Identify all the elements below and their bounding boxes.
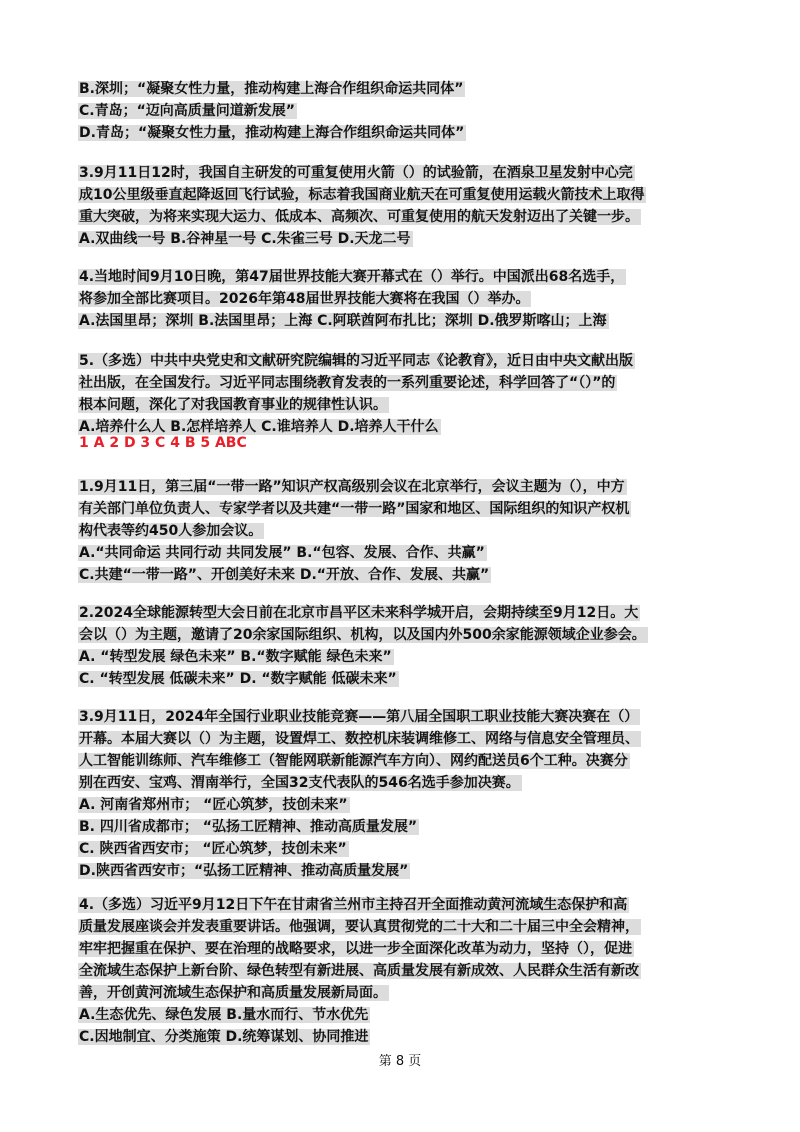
text-content: 有关部门单位负责人、专家学者以及共建“一带一路”国家和地区、国际组织的知识产权机 <box>79 501 630 517</box>
text-line <box>78 706 726 728</box>
text-line <box>78 78 726 100</box>
text-content: A.法国里昂；深圳 B.法国里昂；上海 C.阿联酋阿布扎比；深圳 D.俄罗斯喀山；上海 <box>79 313 607 329</box>
text-line <box>78 668 726 690</box>
text-content: 根本问题，深化了对我国教育事业的规律性认识。 <box>79 397 387 413</box>
text-line <box>78 162 726 184</box>
text-content: C. “转型发展 低碳未来” D. “数字赋能 低碳未来” <box>79 671 397 687</box>
text-line <box>78 894 726 916</box>
question-block-4 <box>78 350 726 438</box>
text-content: 将参加全部比赛项目。2026年第48届世界技能大赛将在我国（）举办。 <box>79 291 530 307</box>
text-line <box>78 372 726 394</box>
text-content: 开幕。本届大赛以（）为主题，设置焊工、数控机床装调维修工、网络与信息安全管理员、 <box>79 731 639 747</box>
text-line <box>78 916 726 938</box>
text-content: B.深圳；“凝聚女性力量，推动构建上海合作组织命运共同体” <box>79 81 464 97</box>
text-content: 重大突破，为将来实现大运力、低成本、高频次、可重复使用的航天发射迈出了关键一步。 <box>79 209 639 225</box>
text-content: A. “转型发展 绿色未来” B.“数字赋能 绿色未来” <box>79 649 392 665</box>
text-line <box>78 602 726 624</box>
text-line <box>78 310 726 332</box>
question-block-7 <box>78 706 726 882</box>
question-block-1 <box>78 78 726 144</box>
text-line <box>78 816 726 838</box>
text-line <box>78 288 726 310</box>
text-line <box>78 982 726 1004</box>
text-content: 人工智能训练师、汽车维修工（智能网联新能源汽车方向）、网约配送员6个工种。决赛分 <box>79 753 628 769</box>
text-content: A.双曲线一号 B.谷神星一号 C.朱雀三号 D.天龙二号 <box>79 231 411 247</box>
text-content: 4.（多选）习近平9月12日下午在甘肃省兰州市主持召开全面推动黄河流域生态保护和高 <box>79 897 628 913</box>
text-content: 3.9月11日，2024年全国行业职业技能竞赛——第八届全国职工职业技能大赛决赛在（） <box>79 709 639 725</box>
text-line <box>78 750 726 772</box>
text-content: 全流域生态保护上新台阶、绿色转型有新进展、高质量发展有新成效、人民群众生活有新改 <box>79 963 639 979</box>
text-line <box>78 266 726 288</box>
text-line <box>78 542 726 564</box>
text-content: 成10公里级垂直起降返回飞行试验，标志着我国商业航天在可重复使用运载火箭技术上取得 <box>79 187 645 203</box>
text-content: A.生态优先、绿色发展 B.量水而行、节水优先 <box>79 1007 369 1023</box>
text-content: 善，开创黄河流域生态保护和高质量发展新局面。 <box>79 985 387 1001</box>
text-content: 社出版，在全国发行。习近平同志围绕教育发表的一系列重要论述，科学回答了“（）”的 <box>79 375 616 391</box>
text-line <box>78 206 726 228</box>
text-content: 5.（多选）中共中央党史和文献研究院编辑的习近平同志《论教育》，近日由中央文献出版 <box>79 353 634 369</box>
question-block-5 <box>78 476 726 586</box>
text-content: B. 四川省成都市； “弘扬工匠精神、推动高质量发展” <box>79 819 418 835</box>
question-block-2 <box>78 162 726 250</box>
text-content: 构代表等约450人参加会议。 <box>79 523 263 539</box>
text-line <box>78 624 726 646</box>
text-line <box>78 520 726 542</box>
text-line <box>78 728 726 750</box>
text-line <box>78 1004 726 1026</box>
text-content: A.“共同命运 共同行动 共同发展” B.“包容、发展、合作、共赢” <box>79 545 485 561</box>
text-content: 别在西安、宝鸡、渭南举行，全国32支代表队的546名选手参加决赛。 <box>79 775 520 791</box>
text-content: D.陕西省西安市；“弘扬工匠精神、推动高质量发展” <box>79 863 409 879</box>
text-line <box>78 646 726 668</box>
text-line <box>78 122 726 144</box>
text-content: 3.9月11日12时，我国自主研发的可重复使用火箭（）的试验箭，在酒泉卫星发射中心完 <box>79 165 633 181</box>
text-line <box>78 498 726 520</box>
question-block-3 <box>78 266 726 332</box>
text-content: A.培养什么人 B.怎样培养人 C.谁培养人 D.培养人干什么 <box>79 419 439 435</box>
text-line <box>78 772 726 794</box>
text-content: C.因地制宜、分类施策 D.统筹谋划、协同推进 <box>79 1029 369 1045</box>
text-line <box>78 394 726 416</box>
text-content: D.青岛；“凝聚女性力量，推动构建上海合作组织命运共同体” <box>79 125 465 141</box>
text-line <box>78 960 726 982</box>
text-line <box>78 228 726 250</box>
text-content: 1.9月11日，第三届“一带一路”知识产权高级别会议在北京举行，会议主题为（），中方 <box>79 479 625 495</box>
text-content: 2.2024全球能源转型大会日前在北京市昌平区未来科学城开启，会期持续至9月12日。大 <box>79 605 639 621</box>
text-line <box>78 476 726 498</box>
text-line <box>78 1026 726 1048</box>
text-content: A. 河南省郑州市； “匠心筑梦，技创未来” <box>79 797 348 813</box>
text-content: C. 陕西省西安市； “匠心筑梦，技创未来” <box>79 841 347 857</box>
text-line <box>78 184 726 206</box>
text-line <box>78 564 726 586</box>
text-content: 质量发展座谈会并发表重要讲话。他强调，要认真贯彻党的二十大和二十届三中全会精神， <box>79 919 639 935</box>
text-line <box>78 100 726 122</box>
page-number: 第 8 页 <box>378 1054 422 1069</box>
text-content: C.青岛；“迈向高质量问道新发展” <box>79 103 295 119</box>
question-block-6 <box>78 602 726 690</box>
text-line <box>78 350 726 372</box>
text-content: 会以（）为主题，邀请了20余家国际组织、机构，以及国内外500余家能源领域企业参会。 <box>79 627 646 643</box>
text-line <box>78 938 726 960</box>
text-line <box>78 794 726 816</box>
text-line <box>78 432 726 454</box>
answer-key <box>78 432 726 454</box>
text-content: C.共建“一带一路”、开创美好未来 D.“开放、合作、发展、共赢” <box>79 567 490 583</box>
text-content: 牢牢把握重在保护、要在治理的战略要求，以进一步全面深化改革为动力，坚持（），促进 <box>79 941 632 957</box>
question-block-8 <box>78 894 726 1048</box>
text-line <box>78 860 726 882</box>
answer-text: 1 A 2 D 3 C 4 B 5 ABC <box>79 435 247 451</box>
text-content: 4.当地时间9月10日晚，第47届世界技能大赛开幕式在（）举行。中国派出68名选手， <box>79 269 625 285</box>
text-line <box>78 838 726 860</box>
